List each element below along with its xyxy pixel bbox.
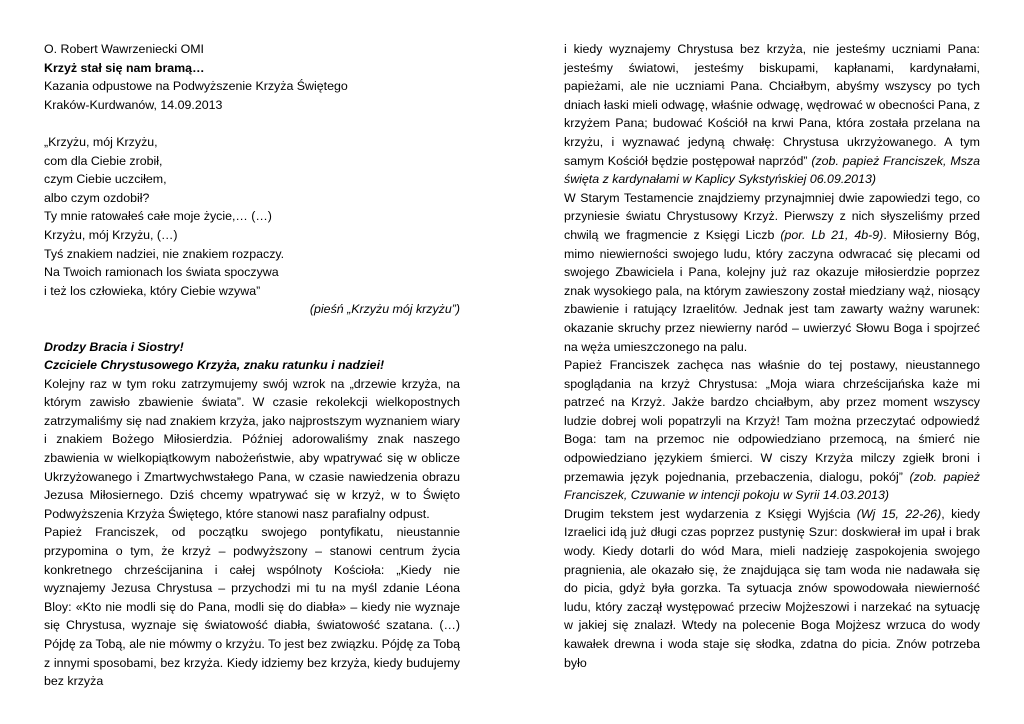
citation: (zob. papież Franciszek, Czuwanie w intencji pokoju w Syrii 14.03.2013) [564,469,980,503]
spacer [44,319,460,338]
spacer [44,114,460,133]
poem-line: czym Ciebie uczciłem, [44,172,167,187]
document-subtitle: Kazania odpustowe na Podwyższenie Krzyża Świętego [44,79,348,94]
place-date: Kraków-Kurdwanów, 14.09.2013 [44,97,223,112]
paragraph-2: Papież Franciszek, od początku swojego pontyfikatu, nieustannie przypomina o tym, że krzyż – podwyższony – stanowi centrum życia konkretnego chrześcijanina i całej wspólnoty Kościoła: „Kiedy nie wyznajemy Jezusa Chrystusa – przychodzi mi tu na myśl zdanie Léona Bloy: «Kto nie modli się do Pana, modli się do diabła» – kiedy nie wyznaje się Chrystusa, wyznaje się światowość diabła, światowość szatana. (…) Pójdę za Tobą, ale nie mówmy o krzyżu. To jest bez związku. Pójdę za Tobą z innymi sposobami, bez krzyża. Kiedy idziemy bez krzyża, kiedy budujemy bez krzyża [44,525,460,689]
author: O. Robert Wawrzeniecki OMI [44,42,204,56]
citation: (por. Lb 21, 4b-9) [780,227,884,242]
paragraph-1: Kolejny raz w tym roku zatrzymujemy swój wzrok na „drzewie krzyża, na którym zawisło zbawienie świata”. W czasie rekolekcji wielkopostnych zatrzymaliśmy się nad znakiem krzyża, jako najprostszym wyznaniem wiary i znakiem Bożego Miłosierdzia. Później adorowaliśmy znak naszego zbawienia w wielkopiątkowym nabożeństwie, aby wpatrywać się w oblicze Ukrzyżowanego i Zmartwychwstałego Pana, w czasie nawiedzenia obrazu Jezusa Miłosiernego. Dziś chcemy wpatrywać się w krzyż, w to Święto Podwyższenia Krzyża Świętego, które stanowi nasz parafialny odpust. [44,376,460,521]
poem-source: (pieśń „Krzyżu mój krzyżu”) [309,302,460,317]
left-column [44,40,460,691]
poem-line: Tyś znakiem nadziei, nie znakiem rozpaczy. [44,246,285,261]
poem-line: com dla Ciebie zrobił, [44,153,163,168]
paragraph-2-text: i kiedy wyznajemy Chrystusa bez krzyża, nie jesteśmy uczniami Pana: jesteśmy światowi, jesteśmy biskupami, kapłanami, kardynałami, papieżami, ale nie uczniami Pana. Chciałbym, abyśmy wszyscy po tych dniach łaski mieli odwagę, właśnie odwagę, wędrować w obecności Pana, z krzyżem Pana; budować Kościół na krwi Pana, która została przelana na krzyżu, i wyznawać jedyną chwałę: Chrystusa ukrzyżowanego. A tym samym Kościół będzie postępował naprzód” [564,42,980,168]
paragraph-5 [564,505,980,672]
paragraph-3-text-a: W Starym Testamencie znajdziemy przynajmniej dwie zapowiedzi tego, co przyniesie światu Chrystusowy Krzyż. Pierwszy z nich słyszeliśmy przed chwilą we fragmencie z Księgi Liczb [564,190,980,242]
document-title: Krzyż stał się nam bramą… [44,60,205,75]
paragraph-5-text-a: Drugim tekstem jest wydarzenia z Księgi Wyjścia [564,506,851,521]
paragraph-3-text-b: . Miłosierny Bóg, mimo niewierności swojego ludu, który zaczyna odwracać się plecami od swojego Zbawiciela i Pana, kolejny już raz okazuje miłosierdzie poprzez znak wysokiego pala, na którym zawieszony został miedziany wąż, niosący zbawienie i ratujący Izraelitów. Jednak jest tam zawarty ważny warunek: okazanie skruchy przez niewierny naród – uwierzyć Słowu Boga i spojrzeć na węża umieszczonego na palu. [564,227,980,354]
citation: (zob. papież Franciszek, Msza święta z kardynałami w Kaplicy Sykstyńskiej 06.09.2013) [564,153,980,187]
section-heading: Czciciele Chrystusowego Krzyża, znaku ratunku i nadziei! [44,358,385,373]
paragraph-3 [564,189,980,356]
paragraph-4-text: Papież Franciszek zachęca nas właśnie do tej postawy, nieustannego spoglądania na krzyż Chrystusa: „Moja wiara chrześcijańska każe mi patrzeć na Krzyż. Jakże bardzo chciałbym, aby przez moment wszyscy ludzie dobrej woli popatrzyli na Krzyż! Tam można przeczytać odpowiedź Boga: tam na przemoc nie odpowiedziano przemocą, na śmierć nie odpowiedziano językiem śmierci. W ciszy Krzyża milczy zgiełk broni i przemawia język pojednania, przebaczenia, dialogu, pokój” [564,358,980,484]
right-column [564,40,980,672]
poem-line: i też los człowieka, który Ciebie wzywa” [44,283,261,298]
poem-line: Na Twoich ramionach los świata spoczywa [44,265,279,280]
paragraph-2-continued [564,40,980,189]
poem-line: Krzyżu, mój Krzyżu, (…) [44,227,178,242]
poem-line: Ty mnie ratowałeś całe moje życie,… (…) [44,209,272,224]
greeting: Drodzy Bracia i Siostry! [44,339,184,354]
poem-line: albo czym ozdobił? [44,190,150,205]
poem [44,133,460,319]
paragraph-5-text-b: , kiedy Izraelici idą już długi czas poprzez pustynię Szur: doskwierał im upał i brak wody. Kiedy dotarli do wód Mara, mieli nadzieję zaspokojenia swojego pragnienia, ale okazało się, że znajdująca się tam woda nie nadawała się do picia, gdyż była gorzka. Ta sytuacja znów spowodowała niewierność ludu, który zaczął występować przeciw Mojżeszowi i narzekać na sytuację w jakiej się znalazł. Wtedy na polecenie Boga Mojżesz wrzuca do wody kawałek drewna i woda staje się słodka, zdatna do picia. Znów potrzeba było [564,506,980,670]
paragraph-4 [564,356,980,505]
citation: (Wj 15, 22-26) [856,506,942,521]
poem-line: „Krzyżu, mój Krzyżu, [44,134,158,149]
